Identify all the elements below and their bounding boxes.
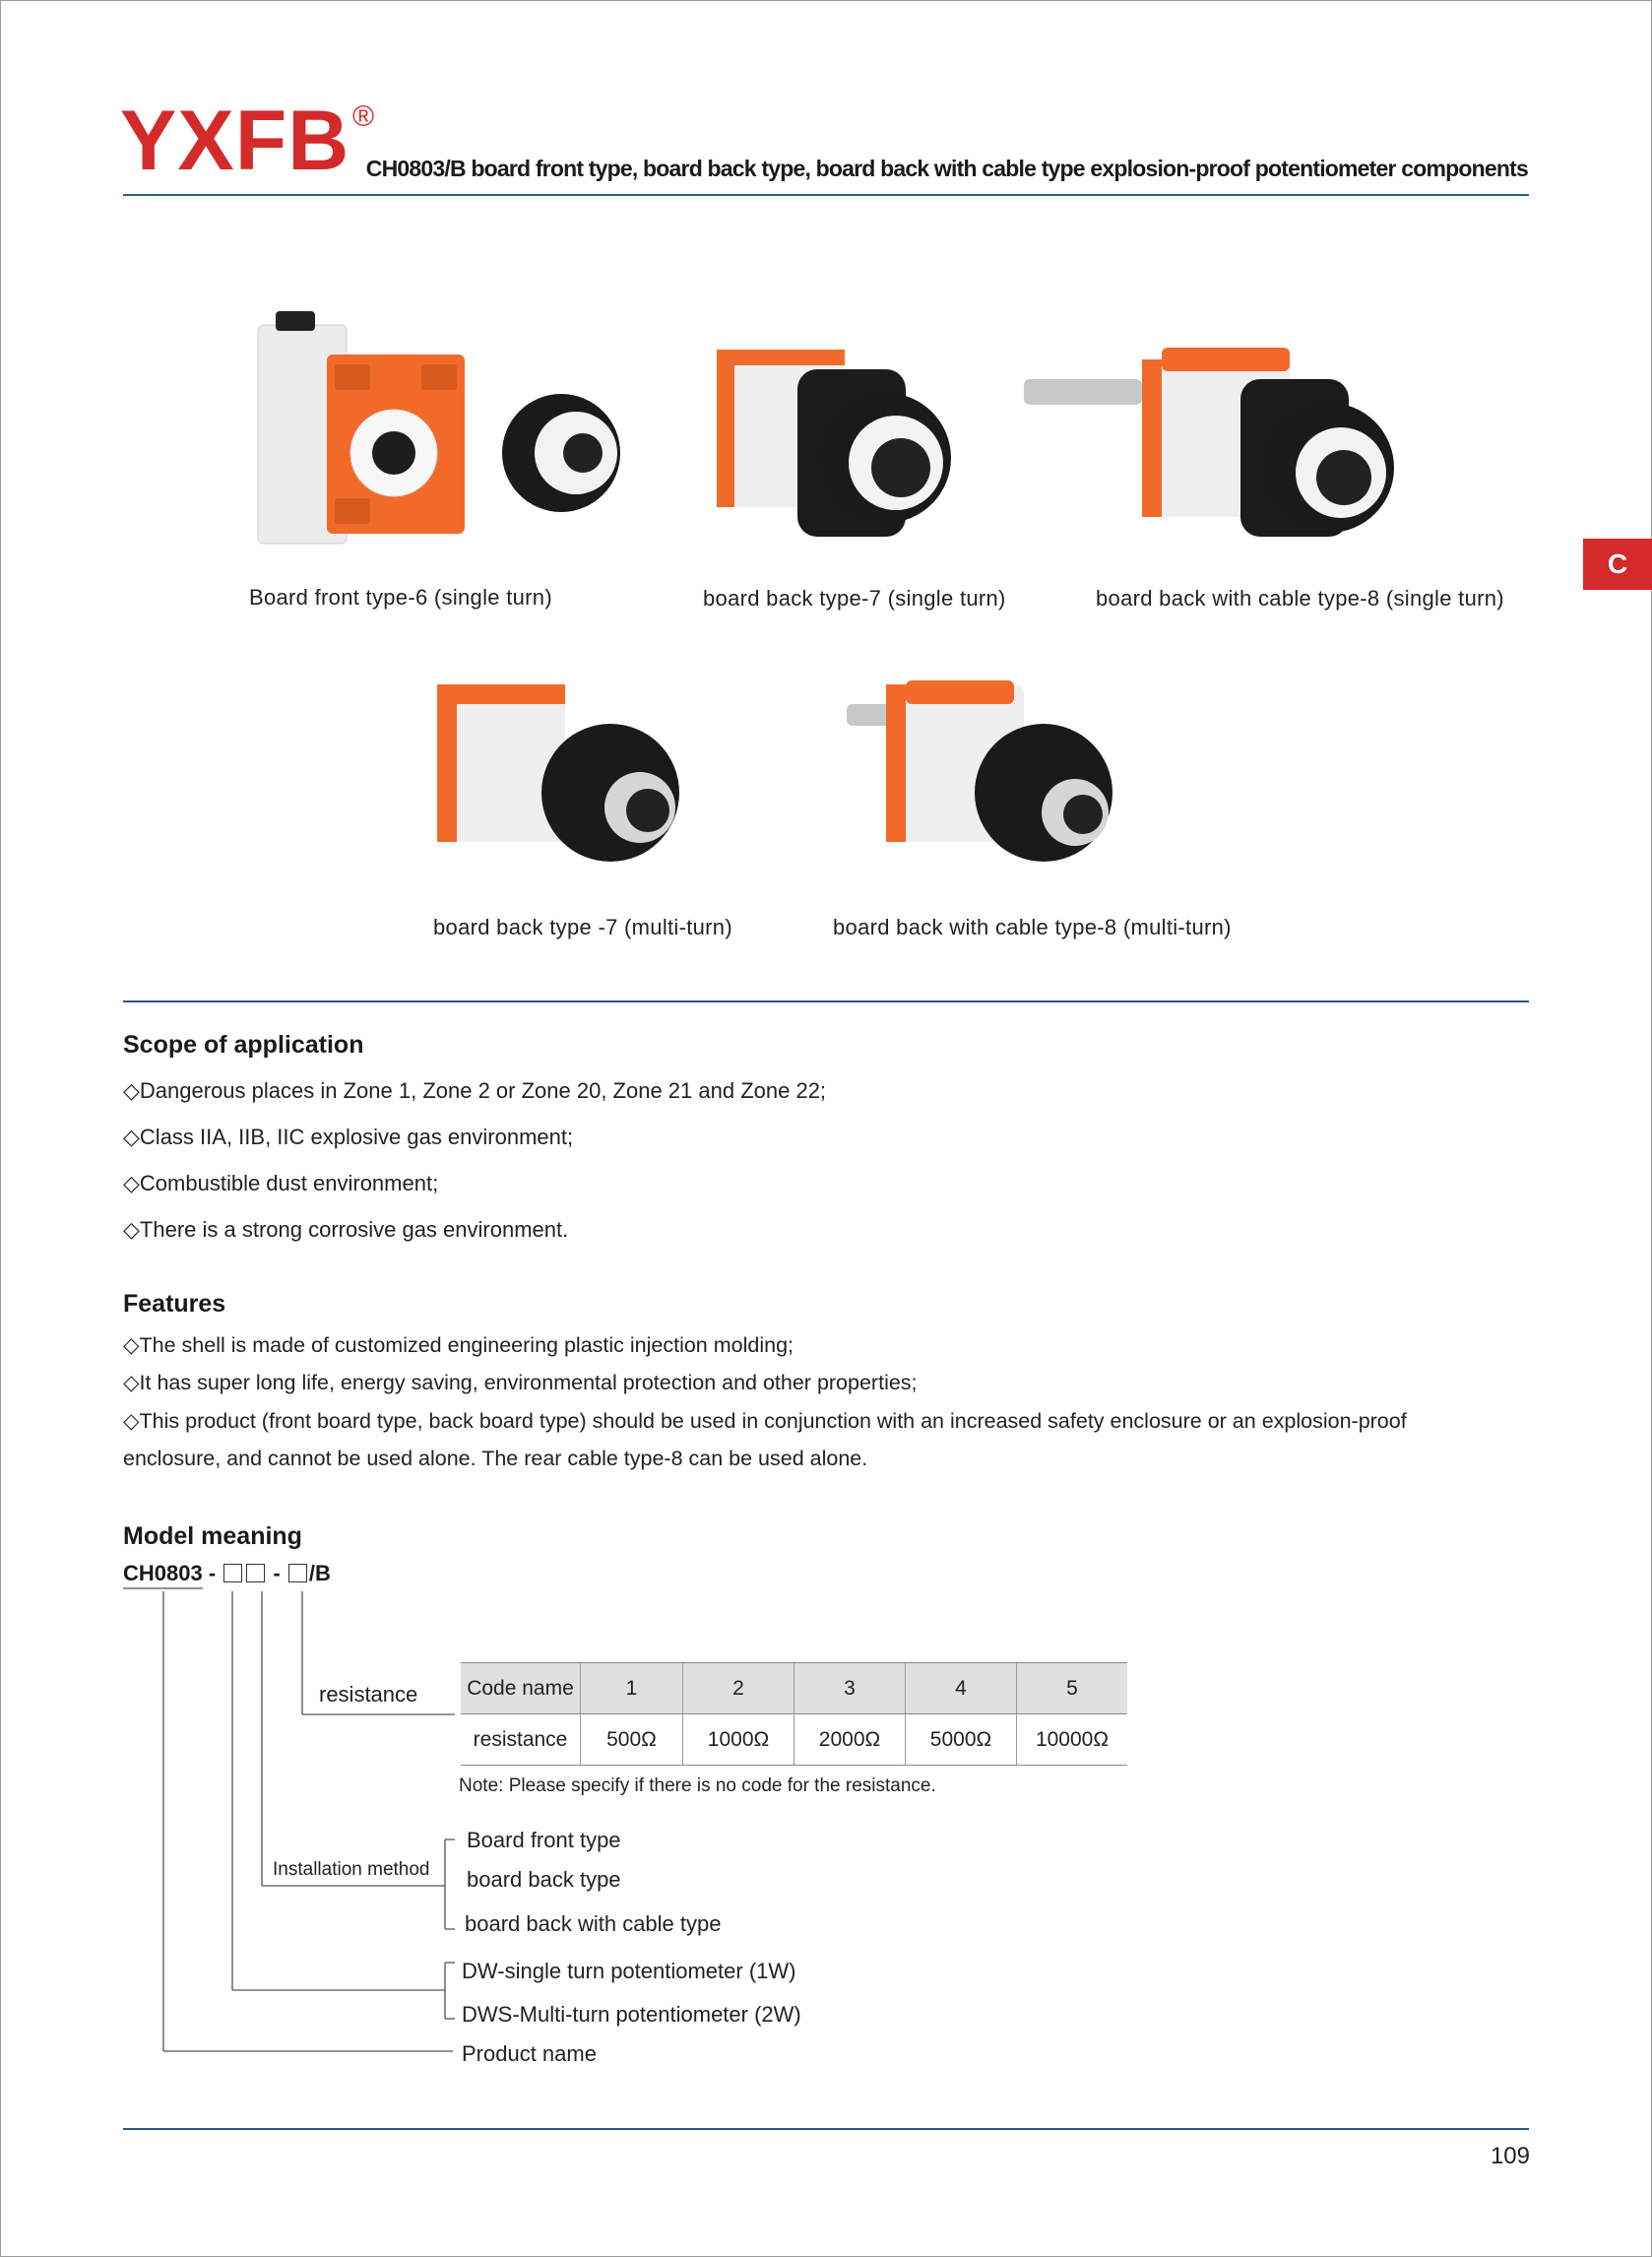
table-cell: 10000Ω: [1017, 1714, 1128, 1766]
model-code-dash: -: [267, 1561, 286, 1585]
table-cell: resistance: [461, 1714, 581, 1766]
feature-line: ◇It has super long life, energy saving, environmental protection and other properties;: [123, 1371, 918, 1394]
table-header-cell: Code name: [461, 1663, 581, 1714]
table-header-cell: 1: [581, 1663, 683, 1714]
table-row: [461, 1714, 1127, 1766]
table-header-row: [461, 1663, 1127, 1714]
table-cell: 500Ω: [581, 1714, 683, 1766]
registered-mark: ®: [352, 100, 375, 133]
table-cell: 5000Ω: [906, 1714, 1017, 1766]
table-header-cell: 5: [1017, 1663, 1128, 1714]
page-title: CH0803/B board front type, board back type, board back with cable type explosion-proof potentiometer components: [365, 156, 1528, 181]
resistance-note: Note: Please specify if there is no code for the resistance.: [459, 1775, 936, 1796]
feature-line: ◇The shell is made of customized engineering plastic injection molding;: [123, 1333, 794, 1357]
model-heading: Model meaning: [123, 1522, 302, 1550]
table-cell: 2000Ω: [794, 1714, 906, 1766]
caption-board-back-cable-multi: board back with cable type-8 (multi-turn): [833, 915, 1232, 939]
table-header-cell: 2: [683, 1663, 794, 1714]
brand-logo: YXFB: [120, 94, 350, 188]
installation-option: board back type: [467, 1867, 621, 1892]
type-option: DWS-Multi-turn potentiometer (2W): [462, 2002, 801, 2027]
table-cell: 1000Ω: [683, 1714, 794, 1766]
scope-item: ◇Combustible dust environment;: [123, 1171, 439, 1195]
feature-line: ◇This product (front board type, back board type) should be used in conjunction with an increased safety enclosure or an explosion-proof: [123, 1409, 1407, 1433]
installation-label: Installation method: [273, 1859, 430, 1880]
table-header-cell: 4: [906, 1663, 1017, 1714]
caption-board-back-cable-single: board back with cable type-8 (single turn): [1096, 586, 1504, 611]
installation-option: board back with cable type: [465, 1911, 722, 1936]
product-name-label: Product name: [462, 2041, 597, 2066]
scope-item: ◇There is a strong corrosive gas environment.: [123, 1217, 569, 1242]
footer-divider: [123, 2128, 1529, 2130]
page-number: 109: [1490, 2143, 1530, 2169]
caption-board-front-single: Board front type-6 (single turn): [249, 585, 552, 610]
feature-line: enclosure, and cannot be used alone. The rear cable type-8 can be used alone.: [123, 1447, 868, 1470]
model-code-dash: -: [202, 1561, 222, 1585]
resistance-table: [461, 1662, 1127, 1766]
type-option: DW-single turn potentiometer (1W): [462, 1959, 796, 1983]
model-code-prefix: CH0803: [123, 1561, 203, 1585]
caption-board-back-single: board back type-7 (single turn): [703, 586, 1006, 611]
table-header-cell: 3: [794, 1663, 906, 1714]
features-heading: Features: [123, 1290, 226, 1318]
installation-option: Board front type: [467, 1828, 621, 1852]
scope-item: ◇Dangerous places in Zone 1, Zone 2 or Zone 20, Zone 21 and Zone 22;: [123, 1078, 827, 1103]
scope-item: ◇Class IIA, IIB, IIC explosive gas environment;: [123, 1125, 574, 1149]
model-code-suffix: /B: [308, 1561, 331, 1585]
section-tab: C: [1583, 539, 1652, 590]
caption-board-back-multi: board back type -7 (multi-turn): [433, 915, 732, 939]
scope-heading: Scope of application: [123, 1031, 364, 1059]
resistance-label: resistance: [319, 1682, 418, 1707]
